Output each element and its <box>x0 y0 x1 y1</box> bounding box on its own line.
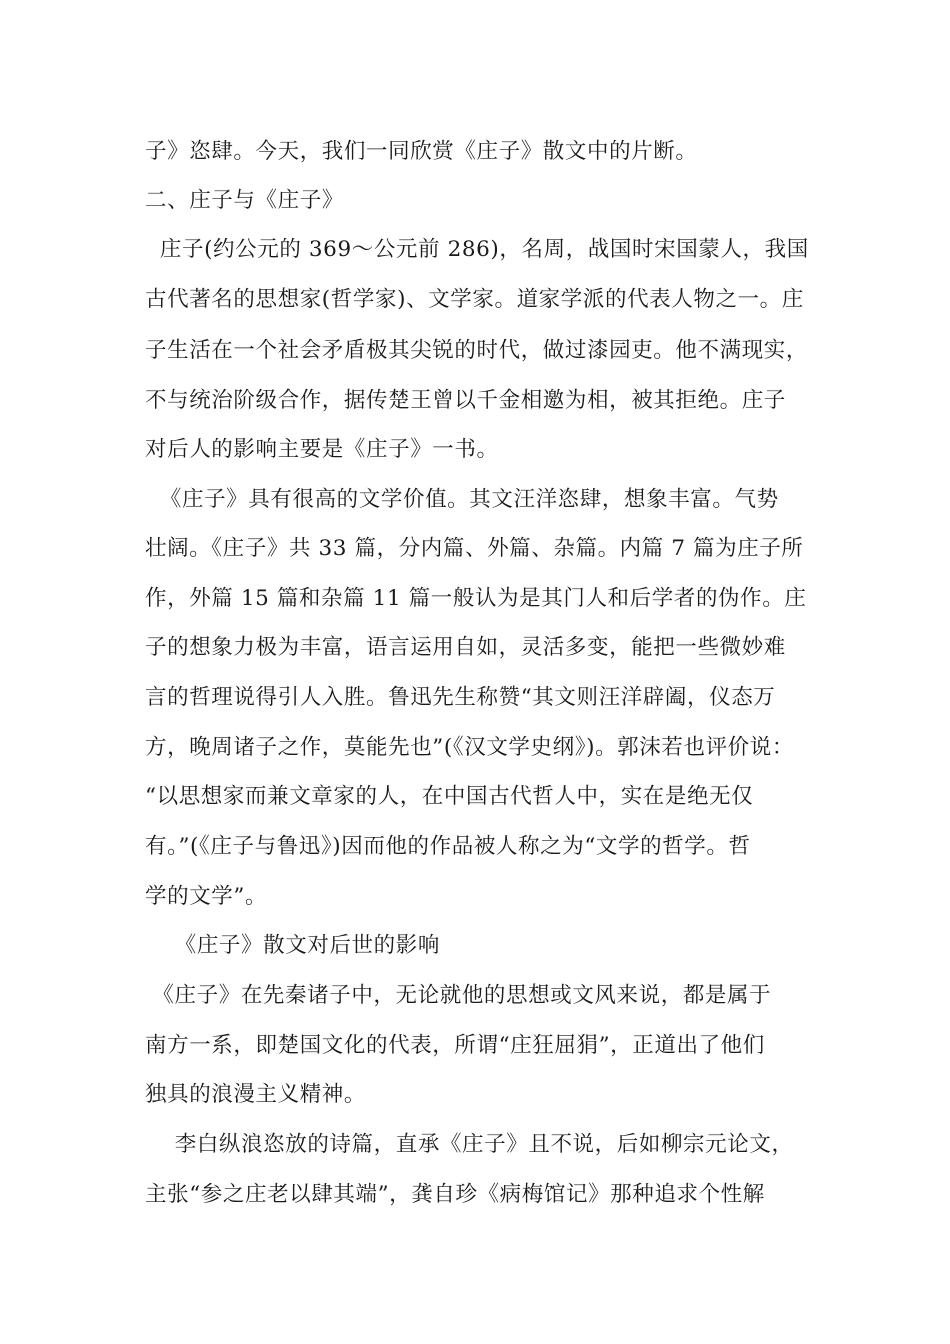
text-line: 南方一系，即楚国文化的代表，所谓“庄狂屈狷”，正道出了他们 <box>145 1033 765 1058</box>
text-line: 对后人的影响主要是《庄子》一书。 <box>145 437 499 462</box>
text-line: 李白纵浪恣放的诗篇，直承《庄子》且不说，后如柳宗元论文， <box>145 1132 794 1157</box>
text-line: 方，晚周诸子之作，莫能先也”(《汉文学史纲》)。郭沫若也评价说： <box>145 735 794 760</box>
text-line: 《庄子》在先秦诸子中，无论就他的思想或文风来说，都是属于 <box>145 983 772 1008</box>
text-line: 作，外篇 15 篇和杂篇 11 篇一般认为是其门人和后学者的伪作。庄 <box>145 586 807 611</box>
text-line: 子》恣肆。今天，我们一同欣赏《庄子》散文中的片断。 <box>145 139 698 164</box>
text-line: 子的想象力极为丰富，语言运用自如，灵活多变，能把一些微妙难 <box>145 635 786 660</box>
section-heading: 《庄子》散文对后世的影响 <box>145 933 440 958</box>
text-line: 壮阔。《庄子》共 33 篇，分内篇、外篇、杂篇。内篇 7 篇为庄子所 <box>145 536 804 561</box>
text-line: 子生活在一个社会矛盾极其尖锐的时代，做过漆园吏。他不满现实， <box>145 338 809 363</box>
text-line: “以思想家而兼文章家的人，在中国古代哲人中，实在是绝无仅 <box>145 784 754 809</box>
text-line: 古代著名的思想家(哲学家)、文学家。道家学派的代表人物之一。庄 <box>145 287 804 312</box>
text-line: 学的文学”。 <box>145 884 268 909</box>
text-line: 《庄子》具有很高的文学价值。其文汪洋恣肆，想象丰富。气势 <box>145 487 779 512</box>
text-line: 主张“参之庄老以肆其端”，龚自珍《病梅馆记》那种追求个性解 <box>145 1182 765 1207</box>
text-line: 不与统治阶级合作，据传楚王曾以千金相邀为相，被其拒绝。庄子 <box>145 388 786 413</box>
text-line: 独具的浪漫主义精神。 <box>145 1082 367 1107</box>
text-line: 庄子(约公元的 369～公元前 286)，名周，战国时宋国蒙人，我国 <box>145 237 809 262</box>
text-line: 言的哲理说得引人入胜。鲁迅先生称赞“其文则汪洋辟阖，仪态万 <box>145 685 776 710</box>
text-line: 有。”(《庄子与鲁迅》)因而他的作品被人称之为“文学的哲学。哲 <box>145 834 751 859</box>
section-heading: 二、庄子与《庄子》 <box>145 188 344 213</box>
